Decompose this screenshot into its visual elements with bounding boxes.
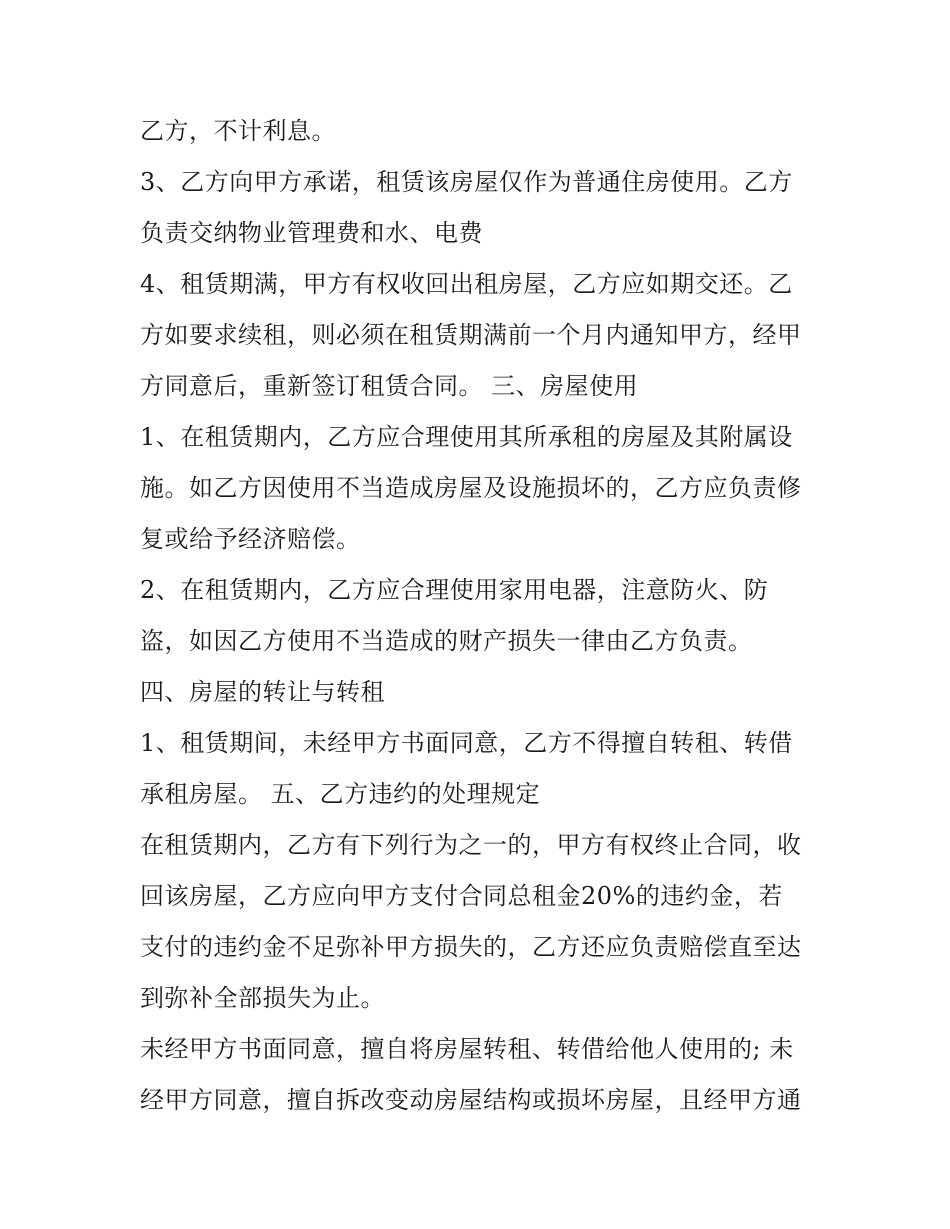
text-line: 到弥补全部损失为止。 [140,984,385,1012]
text-line: 3、乙方向甲方承诺，租赁该房屋仅作为普通住房使用。乙方 [140,168,793,196]
section-heading: 四、房屋的转让与转租 [140,678,385,706]
text-line: 复或给予经济赔偿。 [140,525,361,553]
text-line: 施。如乙方因使用不当造成房屋及设施损坏的，乙方应负责修 [140,474,802,502]
document-body [140,106,820,1126]
text-line: 2、在租赁期内，乙方应合理使用家用电器，注意防火、防 [140,576,769,604]
text-line: 支付的违约金不足弥补甲方损失的，乙方还应负责赔偿直至达 [140,933,802,961]
text-line: 盗，如因乙方使用不当造成的财产损失一律由乙方负责。 [140,627,753,655]
text-line: 承租房屋。 五、乙方违约的处理规定 [140,780,541,808]
text-line: 方如要求续租，则必须在租赁期满前一个月内通知甲方，经甲 [140,321,802,349]
text-line: 未经甲方书面同意，擅自将房屋转租、转借给他人使用的; 未 [140,1035,794,1063]
text-line: 负责交纳物业管理费和水、电费 [140,219,483,247]
text-line: 方同意后，重新签订租赁合同。 三、房屋使用 [140,372,639,400]
text-line: 乙方，不计利息。 [140,117,336,145]
text-line: 回该房屋，乙方应向甲方支付合同总租金20%的违约金，若 [140,882,783,910]
text-line: 1、租赁期间，未经甲方书面同意，乙方不得擅自转租、转借 [140,729,793,757]
text-line: 经甲方同意，擅自拆改变动房屋结构或损坏房屋，且经甲方通 [140,1086,802,1114]
text-line: 4、租赁期满，甲方有权收回出租房屋，乙方应如期交还。乙 [140,270,793,298]
text-line: 在租赁期内，乙方有下列行为之一的，甲方有权终止合同，收 [140,831,802,859]
text-line: 1、在租赁期内，乙方应合理使用其所承租的房屋及其附属设 [140,423,793,451]
